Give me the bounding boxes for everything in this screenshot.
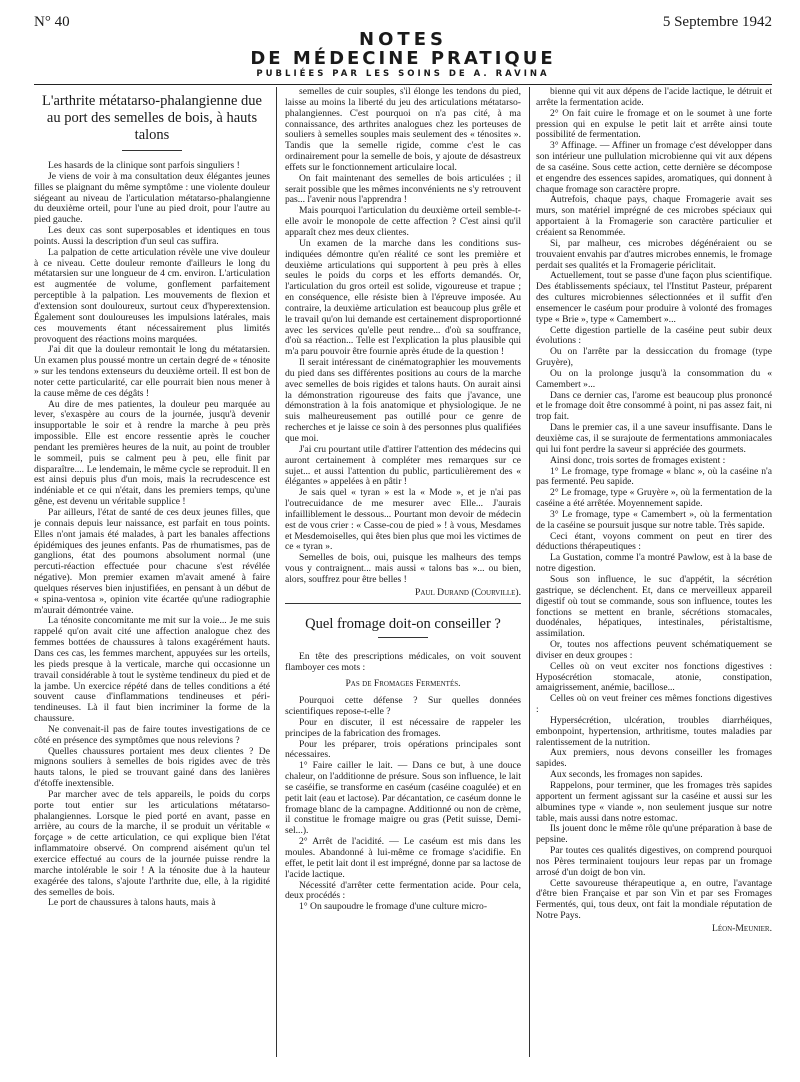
paragraph: La ténosite concomitante me mit sur la voie... Je me suis rappelé qu'on avait cité une affection analogue chez des femmes bottées de chaussures à talons exagérément hauts. Dans ces cas, les femmes marchent, appuyées sur les orteils, les pieds presque à la verticale, marche qui occasionne un travail considérable à tout le système tendineux du pied et de la jambe. Un exercice répété dans de telles conditions a été souvent cause d'inflammations tendineuses et péri-tendineuses. Là il faut bien incriminer la forme de la chaussure. [34, 615, 270, 725]
paragraph: La palpation de cette articulation révèle une vive douleur à ce niveau. Cette douleur remonte d'ailleurs le long du métatarsien sur une longueur de 4 cm. environ. L'articulation est augmentée de volume, gonflement parfaitement perceptible à la palpation. Les mouvements de flexion et d'extension sont douloureux, surtout ceux d'hyperextension. Également sont douloureuses les impulsions latérales, mais ces mouvements étant nécessairement plus limités provoquent des réactions moins marquées. [34, 246, 270, 345]
paragraph: Quelles chaussures portaient mes deux clientes ? De mignons souliers à semelles de bois rigides avec de très hauts talons, le pied se trouvant gainé dans des lanières d'étoffe inextensible. [34, 745, 270, 790]
paragraph: Autrefois, chaque pays, chaque Fromagerie avait ses murs, son matériel imprégné de ces microbes spéciaux qui apportaient à la Fromagerie son caractère particulier et créaient sa Renommée. [536, 194, 772, 238]
title-separator [122, 150, 182, 151]
article-2-body [285, 696, 521, 913]
article-separator [285, 603, 521, 604]
article-1-body-continued [285, 87, 521, 586]
paragraph: 1° On saupoudre le fromage d'une culture micro- [299, 901, 488, 913]
paragraph: Ceci étant, voyons comment on peut en tirer des déductions thérapeutiques : [536, 530, 772, 553]
paragraph: Cette savoureuse thérapeutique a, en outre, l'avantage d'être bien Française et par son Vin et par ses Fromages Fermentés, qui, tous deux, ont fait la mondiale réputation de Notre Pays. [536, 877, 772, 922]
paragraph: Il serait intéressant de cinématographier les mouvements du pied dans ses différentes positions au cours de la marche avec semelles de bois rigides et talons hauts. On aurait ainsi la démonstration rigoureuse des faits que j'avance, une démonstration à la fois anatomique et physiologique. Je ne suis malheureusement pas outillé pour ce genre de recherches et je laisse ce soin à des personnes plus qualifiées que moi. [285, 357, 521, 444]
paragraph: Mais pourquoi l'articulation du deuxième orteil semble-t-elle avoir le monopole de cette affection ? C'est ainsi qu'il apparaît chez mes deux clientes. [285, 205, 521, 238]
paragraph: Si, par malheur, ces microbes dégénéraient ou se trouvaient envahis par d'autres microbes ennemis, le fromage perdait ses qualités et la Fromagerie périclitait. [536, 237, 772, 271]
paragraph: Rappelons, pour terminer, que les fromages très sapides apportent un ferment agissant sur la caséine et aussi sur les albumines type « viande », non seulement jusque sur notre table, mais aussi dans notre estomac. [536, 780, 772, 824]
paragraph: J'ai dit que la douleur remontait le long du métatarsien. Un examen plus poussé montre un certain degré de « ténosite » sur les tendons extenseurs du deuxième orteil. Il est bon de noter cette particularité, car elle pourrait bien nous mener à la cause même de ces dégâts ! [34, 344, 270, 399]
paragraph: Ainsi donc, trois sortes de fromages existent : [550, 454, 726, 466]
paragraph: Les deux cas sont superposables et identiques en tous points. Aussi la description d'un seul cas suffira. [34, 225, 270, 247]
paragraph: 1° Faire cailler le lait. — Dans ce but, à une douce chaleur, on l'additionne de présure. Sous son influence, le lait se caséifie, se transforme en caséum (caséine coagulée) et en petit lait (eau et lactose). Par décantation, ce caséum donne le fromage blanc de la campagne. Additionné ou non de crème, il constitue le fromage maigre ou gras (Petit suisse, Demi-sel...). [285, 760, 522, 837]
paragraph: On fait maintenant des semelles de bois articulées ; il serait possible que les mêmes inconvénients ne s'y retrouvent pas... l'avenir nous l'apprendra ! [285, 172, 521, 206]
column-3 [536, 87, 772, 1057]
paragraph: Pour en discuter, il est nécessaire de rappeler les principes de la fabrication des fromages. [285, 716, 521, 739]
masthead-subtitle: DE MÉDECINE PRATIQUE [250, 48, 556, 69]
paragraph: 1° Le fromage, type fromage « blanc », où la caséine n'a pas fermenté. Peu sapide. [536, 465, 772, 488]
paragraph: Aux seconds, les fromages non sapides. [550, 769, 703, 781]
paragraph: Celles où on veut freiner ces mêmes fonctions digestives : [536, 693, 772, 716]
paragraph: semelles de cuir souples, s'il élonge les tendons du pied, laisse au moins la liberté du jeu des articulations métatarso-phalangiennes. C'est pourquoi on n'a pas cité, à ma connaissance, des arthrites analogues chez les porteuses de souliers à semelles souples mais seulement des « ténosites ». Tandis que la semelle rigide, comme c'est le cas ordinairement pour la semelle de bois, y ajoute de désastreux effets sur le fonctionnement articulaire local. [285, 87, 521, 173]
paragraph: 2° Arrêt de l'acidité. — Le caséum est mis dans les moules. Abandonné à lui-même ce fromage s'acidifie. En effet, le petit lait dont il est imprégné, donne par sa lactose de l'acide lactique. [285, 836, 521, 880]
article-2-subtitle: Pas de Fromages Fermentés. [345, 678, 461, 690]
column-2 [276, 87, 530, 1057]
paragraph: Ils jouent donc le même rôle qu'une préparation à base de pepsine. [536, 823, 772, 846]
paragraph: Nécessité d'arrêter cette fermentation acide. Pour cela, deux procédés : [285, 879, 521, 902]
paragraph: Par ailleurs, l'état de santé de ces deux jeunes filles, que je connais depuis leur naissance, est parfait en tous points. Elles n'ont jamais été malades, à part les banales affections épidémiques des jeunes enfants. Pas de rhumatismes, pas de ganglions, état des poumons absolument normal (une percuti-réaction effectuée pour chacune s'est révélée négative). Mon premier examen m'avait amené à faire quelques réserves bien injustifiées, en pensant à un début de « spina-ventosa », opinion vite écartée qu'une radiographie m'aurait démontrée vaine. [34, 507, 270, 616]
title-separator-2 [378, 637, 428, 638]
paragraph: Hypersécrétion, ulcération, troubles diarrhéiques, embonpoint, hypertension, arthritisme, toutes maladies par ralentissement de la nutrition. [536, 714, 772, 748]
paragraph: Un examen de la marche dans les conditions sus-indiquées démontre qu'en réalité ce sont les première et deuxième articulations qui supportent à peu près à elles seules le poids du corps et les efforts demandés. Or, l'articulation du gros orteil est solide, vigoureuse et trapue ; en conséquence, elle résiste bien à l'épreuve imposée. Au contraire, la deuxième articulation est beaucoup plus grêle et le travail qu'on lui demande est certainement disproportionné avec les services qu'elle peut rendre... d'où sa souffrance, d'où sa réaction... Telle est l'explication la plus plausible qui m'a paru pouvoir être fournie après étude de la question ! [285, 237, 521, 358]
paragraph: 2° Le fromage, type « Gruyère », où la fermentation de la caséine a été arrêtée. Moyennement sapide. [536, 487, 772, 510]
masthead-rule [34, 84, 772, 85]
paragraph: Dans le premier cas, il a une saveur insuffisante. Dans le deuxième cas, il se surajoute de fermentations ammoniacales qui lui font perdre la saveur si appréciée des gourmets. [536, 422, 772, 455]
paragraph: Les hasards de la clinique sont parfois singuliers ! [48, 160, 240, 171]
paragraph: J'ai cru pourtant utile d'attirer l'attention des médecins qui auront certainement à compléter mes remarques sur ce sujet... et aussi l'attention du public, particulièrement des « élégantes » appelées à en pâtir ! [285, 443, 521, 488]
article-1-title: L'arthrite métatarso-phalangienne due au port des semelles de bois, à hauts talons [41, 93, 262, 143]
article-2-intro: En tête des prescriptions médicales, on voit souvent flamboyer ces mots : [285, 650, 521, 673]
paragraph: Au dire de mes patientes, la douleur peu marquée au lever, s'exaspère au cours de la journée, jusqu'à devenir insupportable le soir et à rendre la marche à peu près impossible. Elle est encore ressentie après le coucher pendant les premières heures de la nuit, au point de troubler le sommeil, puis se calment peu à peu, elle finit par disparaître.... Le lendemain, le même cycle se reproduit. Il en est ainsi depuis plus d'un mois, mais la recrudescence est indéniable et ce qui n'était, dans les premiers temps, qu'une gêne, est devenu un véritable supplice ! [34, 398, 270, 508]
paragraph: Celles où on veut exciter nos fonctions digestives : Hyposécrétion stomacale, atonie, constipation, amaigrissement, anémie, bacillose... [536, 660, 772, 694]
article-columns [34, 87, 772, 1057]
paragraph: Par marcher avec de tels appareils, le poids du corps porte tout entier sur les articulations métatarso-phalangiennes. Lorsque le pied porté en avant, passe en arrière, au cours de la marche, il se produit un véritable « forçage » de cette articulation, ce qui explique bien l'état inflammatoire observé. On comprend aisément qu'un tel exercice effectué au cours de la journée puisse rendre la marche intolérable le soir ! A la ténosite due à la hauteur exagérée des talons, s'ajoute l'arthrite due, elle, à la rigidité des semelles de bois. [34, 788, 270, 898]
masthead [34, 30, 772, 80]
paragraph: Pour les préparer, trois opérations principales sont nécessaires. [285, 738, 521, 761]
paragraph: 3° Le fromage, type « Camembert », où la fermentation de la caséine se poursuit jusque sur notre table. Très sapide. [536, 508, 772, 531]
article-2-title: Quel fromage doit-on conseiller ? [305, 615, 501, 632]
paragraph: Dans ce dernier cas, l'arome est beaucoup plus prononcé et le fromage doit être consommé à point, ni pas assez fait, ni trop fait. [536, 389, 772, 423]
paragraph: Je viens de voir à ma consultation deux élégantes jeunes filles se plaignant du même symptôme : une violente douleur siégeant au niveau de l'articulation métatarso-phalangienne du deuxième orteil, pour l'une au pied droit, pour l'autre au pied gauche. [34, 170, 270, 226]
article-2-signature: Léon-Meunier. [711, 922, 772, 934]
paragraph: Je sais quel « tyran » est la « Mode », et je n'ai pas l'outrecuidance de me mesurer avec Elle... J'aurais infailliblement le dessous... Pourtant mon devoir de médecin est de vous crier : « Casse-cou de pied » ! à vous, Mesdames et Mesdemoiselles, qui êtes bien plus que moi les victimes de ce « tyran ». [285, 487, 521, 553]
paragraph: La Gustation, comme l'a montré Pawlow, est à la base de notre digestion. [536, 552, 772, 575]
paragraph: 2° On fait cuire le fromage et on le soumet à une forte pression qui en expulse le petit lait et arrête ainsi toute possibilité de fermentation. [536, 107, 772, 141]
issue-date: 5 Septembre 1942 [662, 14, 772, 30]
article-2-body-continued [536, 87, 772, 922]
column-1 [34, 87, 270, 1057]
paragraph: Ne convenait-il pas de faire toutes investigations de ce côté en présence des symptômes que nous relevions ? [34, 723, 270, 746]
masthead-publisher: PUBLIÉES PAR LES SOINS DE A. RAVINA [256, 69, 550, 79]
paragraph: 3° Affinage. — Affiner un fromage c'est développer dans son intérieur une pullulation microbienne qui vit aux dépens de sa caséine. Sous cette action, cette dernière se décompose et engendre des essences sapides, aromatiques, qui donnent à chaque fromage son caractère propre. [536, 140, 772, 195]
paragraph: Cette digestion partielle de la caséine peut subir deux évolutions : [536, 324, 772, 347]
masthead-title: NOTES [359, 29, 447, 50]
paragraph: Semelles de bois, oui, puisque les malheurs des temps vous y contraignent... mais aussi « talons bas »... ou bien, alors, souffrez pour être belles ! [285, 552, 521, 585]
article-1-body [34, 161, 270, 909]
paragraph: Ou on la prolonge jusqu'à la consommation du « Camembert »... [536, 367, 772, 390]
paragraph: Par toutes ces qualités digestives, on comprend pourquoi nos Pères terminaient toujours leur repas par un fromage arrosé d'un doigt de bon vin. [536, 845, 772, 878]
paragraph: Actuellement, tout se passe d'une façon plus scientifique. Des établissements spéciaux, tel l'Institut Pasteur, préparent des cultures microbiennes sélectionnées et il suffit d'en ensemencer le caséum pour produire à volonté des fromages type « Brie », type « Camembert »... [536, 270, 772, 325]
paragraph: Aux premiers, nous devons conseiller les fromages sapides. [536, 747, 772, 770]
paragraph: Or, toutes nos affections peuvent schématiquement se diviser en deux groupes : [536, 639, 772, 661]
paragraph: Ou on l'arrête par la dessiccation du fromage (type Gruyère), [536, 346, 772, 369]
paragraph: Le port de chaussures à talons hauts, mais à [48, 897, 216, 909]
paragraph: bienne qui vit aux dépens de l'acide lactique, le détruit et arrête la fermentation acide. [536, 87, 772, 108]
article-1-signature: Paul Durand (Courville). [415, 586, 521, 598]
paragraph: Sous son influence, le suc d'appétit, la sécrétion gastrique, se déclenchent. Et, dans ce merveilleux appareil digestif où tout se commande, sous son influence, toutes les fonctions se mettent en branle, sécrétions stomacales, duodénales, hépatiques, intestinales, péristaltisme, assimilation. [536, 573, 772, 640]
issue-number: N° 40 [34, 14, 70, 30]
paragraph: Pourquoi cette défense ? Sur quelles données scientifiques repose-t-elle ? [285, 695, 521, 718]
